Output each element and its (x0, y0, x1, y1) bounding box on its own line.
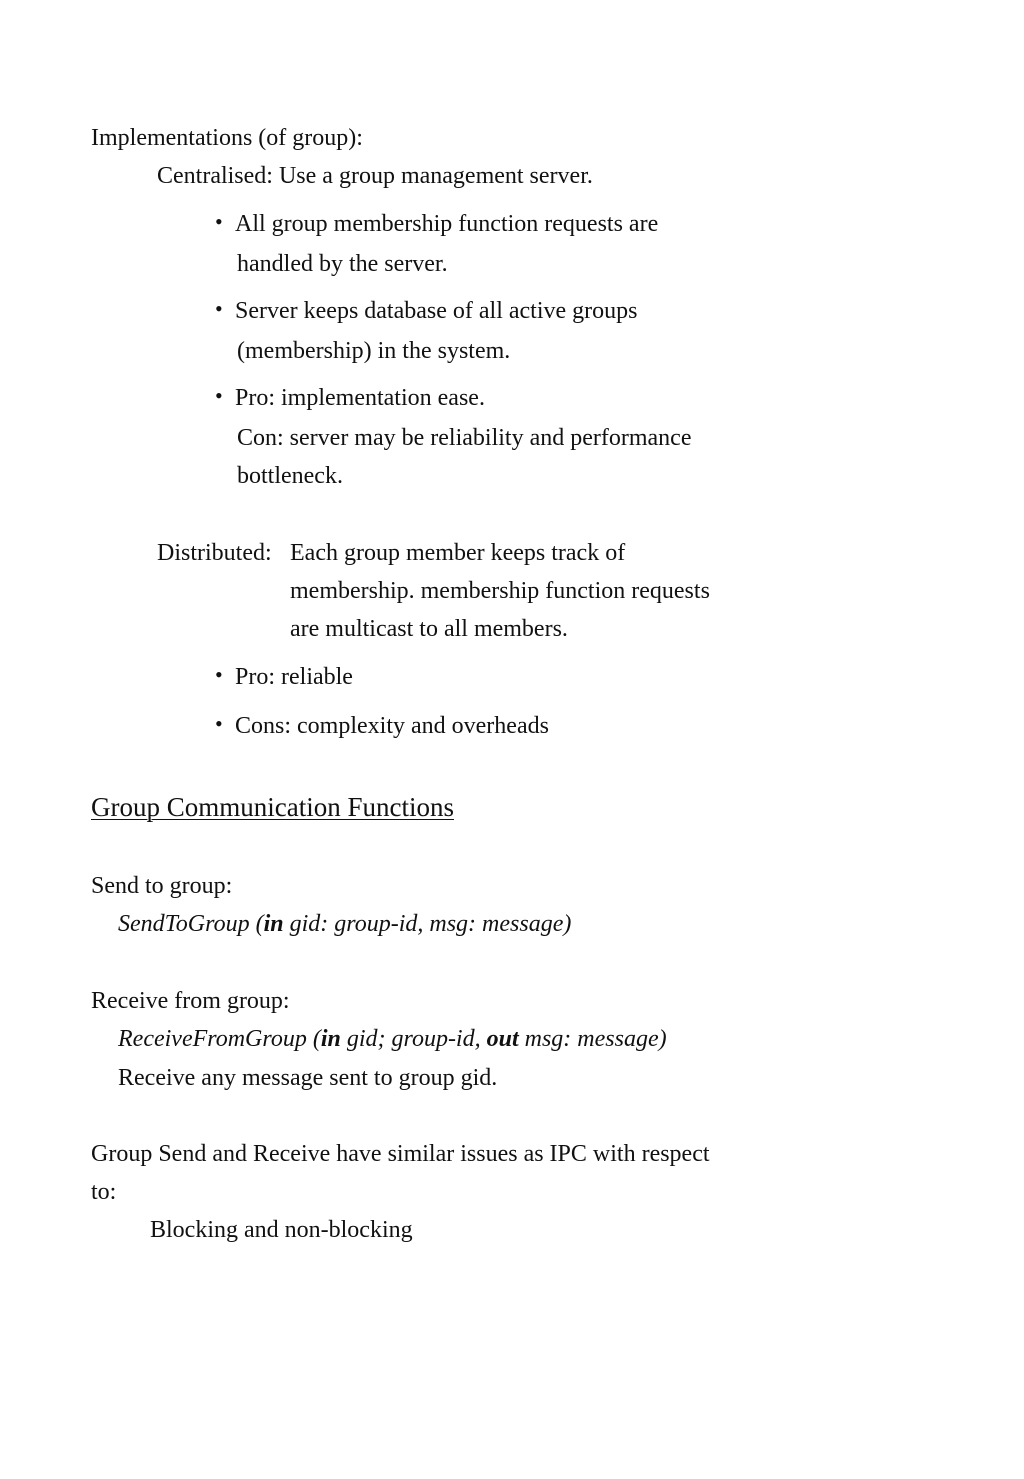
receive-signature-name: ReceiveFromGroup ( (118, 1026, 321, 1052)
receive-signature (118, 1027, 667, 1051)
functions-heading: Group Communication Functions (91, 792, 454, 822)
receive-description: Receive any message sent to group gid. (118, 1065, 498, 1091)
send-signature (118, 912, 571, 936)
bullet-marker: • (215, 296, 223, 321)
receive-signature-out-keyword: out (486, 1026, 519, 1052)
centralised-bullet-3-line-3: bottleneck. (237, 463, 343, 489)
centralised-bullet-1-line-2: handled by the server. (237, 251, 448, 277)
bullet-marker: • (215, 209, 223, 234)
issues-item-blocking: Blocking and non-blocking (150, 1217, 413, 1243)
receive-signature-in-keyword: in (320, 1026, 341, 1052)
distributed-bullet-2: Cons: complexity and overheads (235, 713, 549, 739)
receive-signature-msg: msg: message) (518, 1026, 667, 1052)
issues-line-1: Group Send and Receive have similar issues as IPC with respect (91, 1141, 710, 1167)
distributed-line-2: membership. membership function requests (290, 578, 710, 604)
distributed-line-1: Each group member keeps track of (290, 540, 626, 566)
receive-signature-params: gid; group-id, (340, 1026, 487, 1052)
centralised-bullet-2-line-2: (membership) in the system. (237, 338, 511, 364)
centralised-bullet-3-line-1: Pro: implementation ease. (235, 385, 485, 411)
send-signature-params: gid: group-id, msg: message) (283, 911, 572, 937)
bullet-marker: • (215, 383, 223, 408)
receive-label: Receive from group: (91, 988, 290, 1014)
centralised-bullet-1-line-1: All group membership function requests are (235, 211, 659, 237)
bullet-marker: • (215, 711, 223, 736)
send-label: Send to group: (91, 873, 233, 899)
centralised-bullet-3-line-2: Con: server may be reliability and performance (237, 425, 692, 451)
bullet-marker: • (215, 662, 223, 687)
send-signature-in-keyword: in (263, 911, 284, 937)
implementations-heading: Implementations (of group): (91, 125, 363, 151)
issues-line-2: to: (91, 1179, 117, 1205)
centralised-bullet-2-line-1: Server keeps database of all active groups (235, 298, 638, 324)
send-signature-name: SendToGroup ( (118, 911, 264, 937)
distributed-label: Distributed: (157, 540, 272, 566)
centralised-intro: Centralised: Use a group management server. (157, 163, 593, 189)
distributed-line-3: are multicast to all members. (290, 616, 568, 642)
distributed-bullet-1: Pro: reliable (235, 664, 353, 690)
